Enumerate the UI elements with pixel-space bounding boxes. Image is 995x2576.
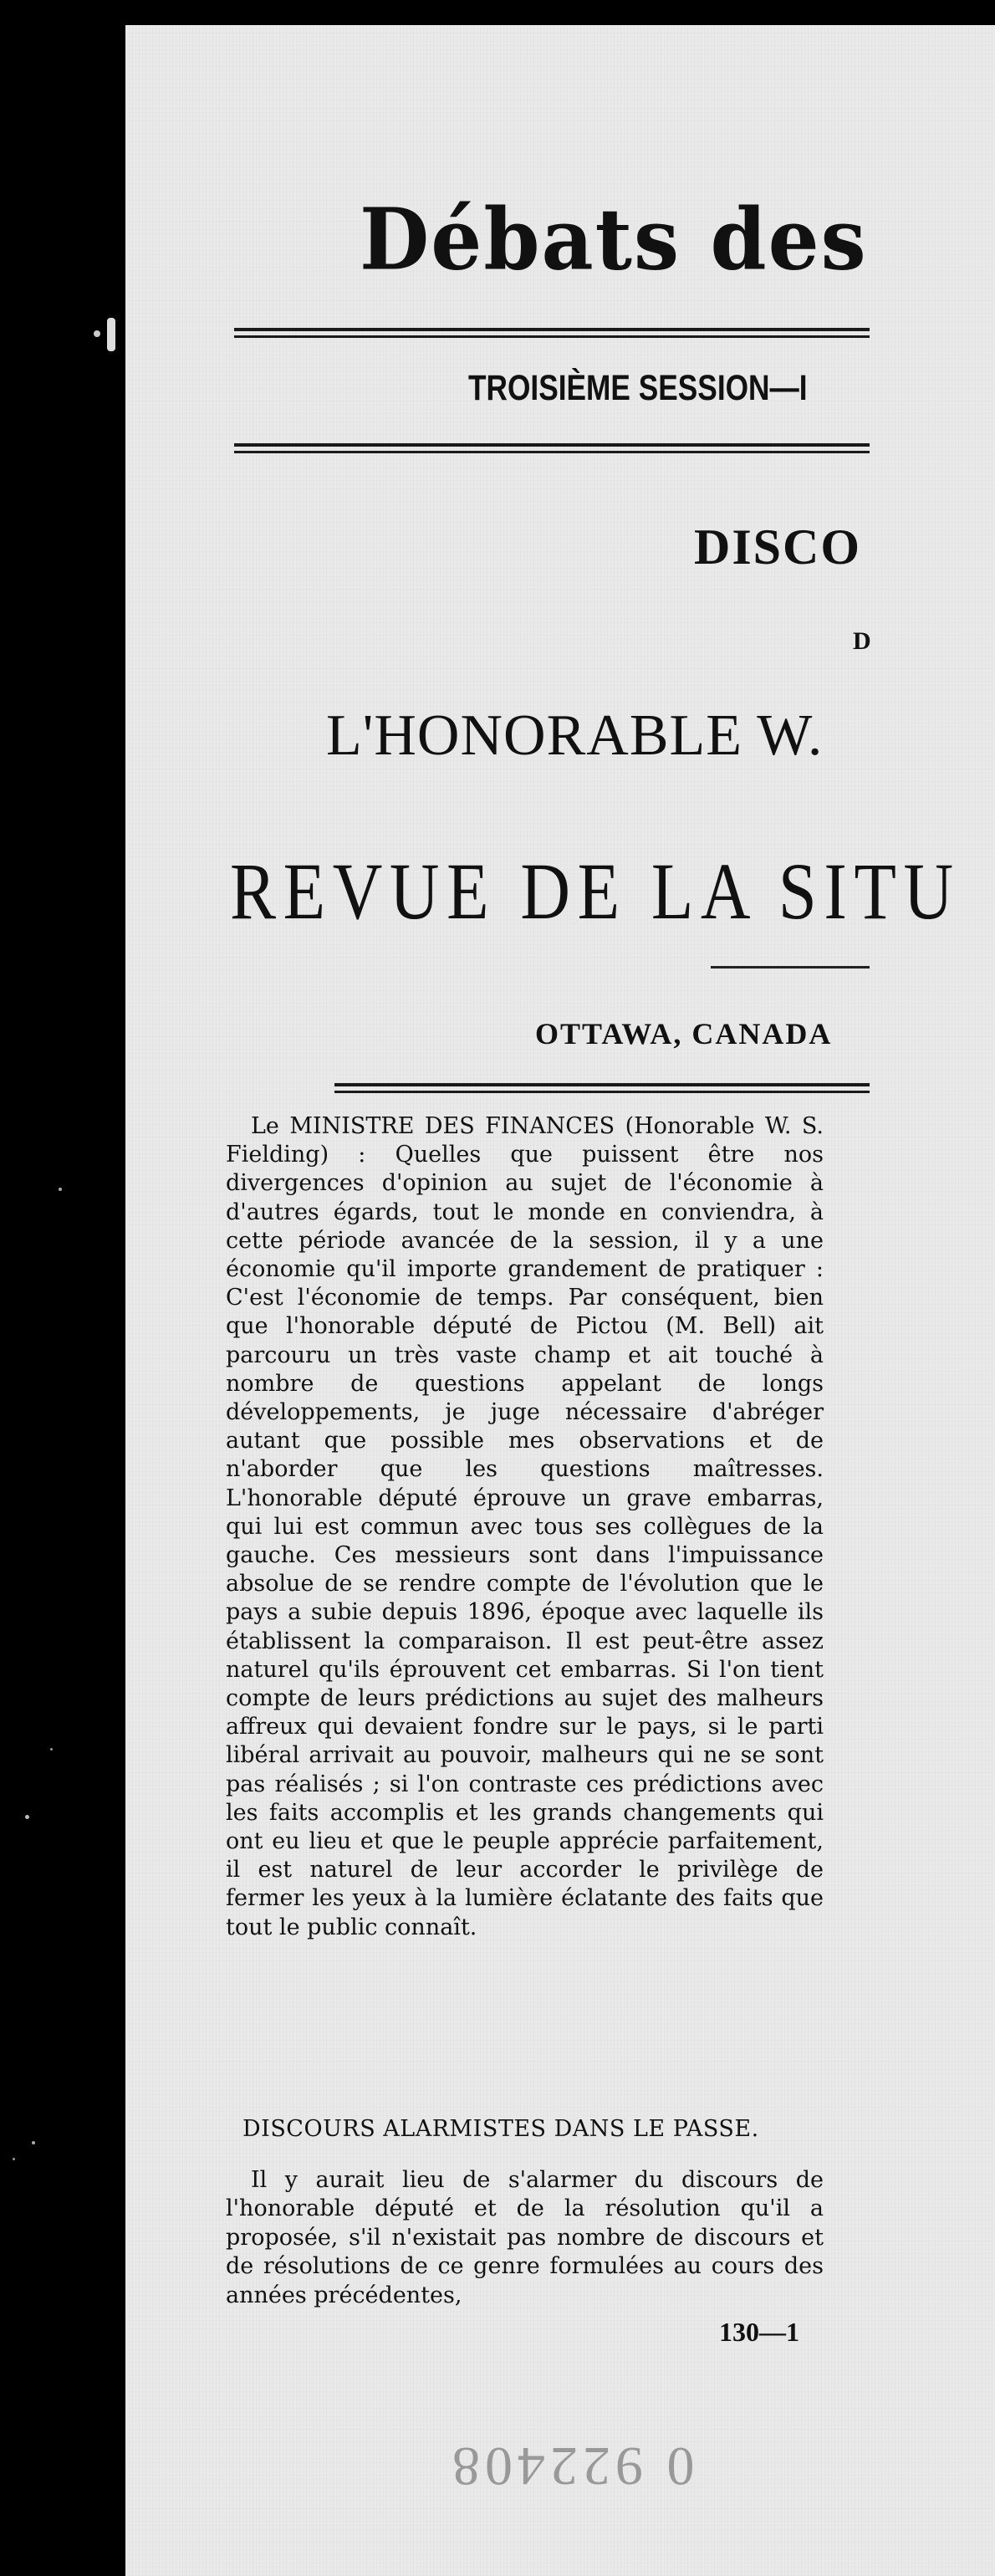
archive-stamp: 0 922408 xyxy=(447,2435,695,2497)
place-line: OTTAWA, CANADA xyxy=(535,1017,833,1050)
body-column-continued xyxy=(226,2166,824,2310)
topic-divider xyxy=(711,966,870,969)
speech-connector: D xyxy=(853,627,871,655)
paragraph-2: Il y aurait lieu de s'alarmer du discours de l'honorable député et de la résolution qu'il a proposée, s'il n'existait pas nombre de discours et de résolutions de ce genre formulées au cours des années précédentes, xyxy=(226,2167,824,2308)
section-subheading: DISCOURS ALARMISTES DANS LE PASSE. xyxy=(242,2116,759,2142)
margin-specks xyxy=(0,0,125,2576)
header-top-rule xyxy=(234,328,870,338)
body-top-rule xyxy=(334,1083,870,1093)
page-number: 130—1 xyxy=(719,2317,799,2347)
speech-topic: REVUE DE LA SITU xyxy=(230,846,961,936)
body-column xyxy=(226,1112,824,1942)
speech-heading: DISCO xyxy=(694,519,862,575)
paragraph-1: Le MINISTRE DES FINANCES (Honorable W. S. Fielding) : Quelles que puissent être nos divergences d'opinion au sujet de l'économie à d'autres égards, tout le monde en conviendra, à cette période avancée de la session, il y a une économie qu'il importe grandement de pratiquer : C'est l'économie de temps. Par conséquent, bien que l'honorable député de Pictou (M. Bell) ait parcouru un très vaste champ et ait touché à nombre de questions appelant de longs développements, je juge nécessaire d'abréger autant que possible mes observations et de n'aborder que les questions maîtresses. L'honorable député éprouve un grave embarras, qui lui est commun avec tous ses collègues de la gauche. Ces messieurs sont dans l'impuissance absolue de se rendre compte de l'évolution que le pays a subie depuis 1896, époque avec laquelle ils établissent la comparaison. Il est peut-être assez naturel qu'ils éprouvent cet embarras. Si l'on tient compte de leurs prédictions au sujet des malheurs affreux qui devaient fondre sur le pays, si le parti libéral arrivait au pouvoir, malheurs qui ne se sont pas réalisés ; si l'on contraste ces prédictions avec les faits accomplis et les grands changements qui ont eu lieu et que le peuple apprécie parfaitement, il est naturel de leur accorder le privilège de fermer les yeux à la lumière éclatante des faits que tout le public connaît. xyxy=(226,1113,824,1940)
header-bottom-rule xyxy=(234,443,870,453)
journal-title: Débats des xyxy=(360,190,868,289)
session-line: TROISIÈME SESSION—I xyxy=(468,368,808,408)
speaker-name: L'HONORABLE W. xyxy=(326,703,824,768)
